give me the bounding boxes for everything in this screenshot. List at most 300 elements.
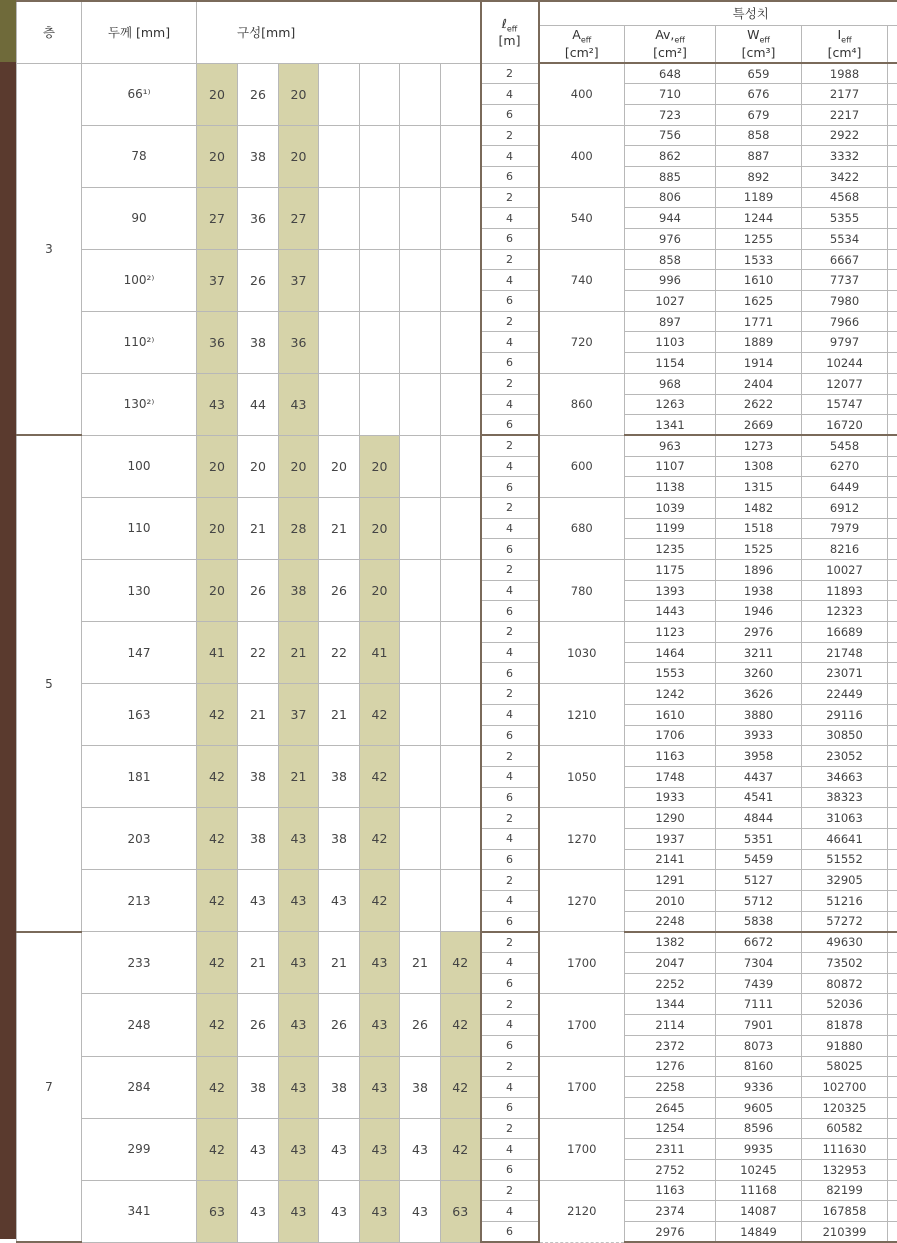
table-row	[17, 187, 897, 208]
Av-eff-value: 1235	[625, 539, 716, 560]
extra-cell	[888, 125, 897, 146]
Av-eff-value: 1748	[625, 766, 716, 787]
layer-thickness-cell: 21	[319, 932, 360, 994]
effective-length: 4	[481, 394, 539, 415]
extra-cell	[888, 1015, 897, 1036]
layer-thickness-cell: 20	[279, 125, 319, 187]
extra-cell	[888, 870, 897, 891]
extra-cell	[888, 622, 897, 643]
effective-length: 6	[481, 787, 539, 808]
W-eff-value: 4844	[716, 808, 802, 829]
layer-thickness-cell: 43	[279, 1180, 319, 1242]
layer-thickness-cell: 26	[319, 994, 360, 1056]
layer-thickness-cell: 43	[279, 808, 319, 870]
W-eff-value: 7304	[716, 953, 802, 974]
I-eff-value: 7966	[802, 311, 888, 332]
layer-thickness-cell	[400, 746, 441, 808]
effective-length: 2	[481, 1180, 539, 1201]
extra-cell	[888, 828, 897, 849]
layer-thickness-cell	[319, 249, 360, 311]
W-eff-value: 1771	[716, 311, 802, 332]
I-eff-value: 22449	[802, 684, 888, 705]
thickness-value: 181	[82, 746, 197, 808]
W-eff-value: 1308	[716, 456, 802, 477]
I-eff-value: 81878	[802, 1015, 888, 1036]
W-eff-value: 5838	[716, 911, 802, 932]
layer-thickness-cell: 26	[238, 63, 279, 125]
effective-length: 4	[481, 1201, 539, 1222]
layer-thickness-cell	[319, 63, 360, 125]
W-eff-value: 1482	[716, 497, 802, 518]
W-eff-value: 3933	[716, 725, 802, 746]
layer-thickness-cell: 21	[238, 497, 279, 559]
I-eff-value: 3422	[802, 166, 888, 187]
W-eff-value: 6672	[716, 932, 802, 953]
layer-thickness-cell: 20	[360, 560, 400, 622]
layer-thickness-cell: 42	[197, 870, 238, 932]
layer-thickness-cell: 21	[238, 932, 279, 994]
layer-thickness-cell: 42	[197, 932, 238, 994]
layer-thickness-cell: 38	[319, 808, 360, 870]
I-eff-value: 6667	[802, 249, 888, 270]
W-eff-value: 1938	[716, 580, 802, 601]
effective-length: 4	[481, 580, 539, 601]
W-eff-value: 1625	[716, 291, 802, 312]
Av-eff-value: 1290	[625, 808, 716, 829]
I-eff-value: 167858	[802, 1201, 888, 1222]
layer-thickness-cell: 22	[319, 622, 360, 684]
I-eff-value: 1988	[802, 63, 888, 84]
thickness-value: 233	[82, 932, 197, 994]
effective-length: 2	[481, 1118, 539, 1139]
extra-cell	[888, 63, 897, 84]
length-sub: eff	[507, 25, 517, 34]
I-eff-value: 32905	[802, 870, 888, 891]
I-eff-value: 57272	[802, 911, 888, 932]
layer-thickness-cell: 20	[360, 435, 400, 497]
layer-thickness-cell	[441, 187, 481, 249]
I-eff-value: 51552	[802, 849, 888, 870]
layer-thickness-cell: 22	[238, 622, 279, 684]
A-eff-value: 680	[539, 497, 625, 559]
header-properties: 특성치	[539, 1, 897, 25]
layer-thickness-cell: 36	[238, 187, 279, 249]
extra-cell	[888, 497, 897, 518]
extra-cell	[888, 642, 897, 663]
W-eff-value: 1244	[716, 208, 802, 229]
layer-thickness-cell: 20	[279, 63, 319, 125]
layer-thickness-cell: 21	[238, 684, 279, 746]
I-eff-value: 132953	[802, 1159, 888, 1180]
effective-length: 4	[481, 828, 539, 849]
effective-length: 2	[481, 373, 539, 394]
effective-length: 2	[481, 684, 539, 705]
layer-thickness-cell: 20	[238, 435, 279, 497]
extra-cell	[888, 456, 897, 477]
effective-length: 4	[481, 270, 539, 291]
layer-thickness-cell: 28	[279, 497, 319, 559]
W-eff-value: 7111	[716, 994, 802, 1015]
Av-eff-value: 1242	[625, 684, 716, 705]
A-eff-value: 1270	[539, 808, 625, 870]
extra-cell	[888, 1056, 897, 1077]
extra-cell	[888, 704, 897, 725]
table-row	[17, 497, 897, 518]
W-unit: [cm³]	[716, 46, 801, 60]
layer-thickness-cell: 43	[279, 994, 319, 1056]
W-eff-value: 659	[716, 63, 802, 84]
W-eff-value: 1946	[716, 601, 802, 622]
A-eff-value: 400	[539, 63, 625, 125]
effective-length: 4	[481, 1015, 539, 1036]
table-row	[17, 994, 897, 1015]
extra-cell	[888, 953, 897, 974]
layer-thickness-cell: 42	[360, 746, 400, 808]
I-eff-value: 2177	[802, 84, 888, 105]
I-eff-value: 34663	[802, 766, 888, 787]
W-eff-value: 7439	[716, 973, 802, 994]
layer-thickness-cell: 43	[279, 870, 319, 932]
A-eff-value: 1210	[539, 684, 625, 746]
W-eff-value: 4541	[716, 787, 802, 808]
effective-length: 4	[481, 766, 539, 787]
A-eff-value: 720	[539, 311, 625, 373]
extra-cell	[888, 353, 897, 374]
A-eff-value: 860	[539, 373, 625, 435]
layer-thickness-cell: 43	[400, 1118, 441, 1180]
W-eff-value: 4437	[716, 766, 802, 787]
Av-eff-value: 885	[625, 166, 716, 187]
layer-thickness-cell	[400, 497, 441, 559]
extra-cell	[888, 229, 897, 250]
layer-thickness-cell	[441, 684, 481, 746]
layer-thickness-cell: 21	[279, 746, 319, 808]
W-eff-value: 3626	[716, 684, 802, 705]
I-eff-value: 52036	[802, 994, 888, 1015]
layer-thickness-cell: 42	[197, 994, 238, 1056]
I-eff-value: 60582	[802, 1118, 888, 1139]
Av-eff-value: 1199	[625, 518, 716, 539]
Av-eff-value: 1393	[625, 580, 716, 601]
A-eff-value: 1700	[539, 1056, 625, 1118]
I-eff-value: 23071	[802, 663, 888, 684]
effective-length: 6	[481, 477, 539, 498]
W-eff-value: 3880	[716, 704, 802, 725]
layer-thickness-cell: 42	[441, 1056, 481, 1118]
thickness-value: 163	[82, 684, 197, 746]
extra-cell	[888, 1159, 897, 1180]
thickness-value: 100	[82, 435, 197, 497]
extra-cell	[888, 1097, 897, 1118]
layer-thickness-cell: 38	[238, 125, 279, 187]
effective-length: 6	[481, 229, 539, 250]
extra-cell	[888, 373, 897, 394]
layer-thickness-cell: 43	[238, 870, 279, 932]
layer-thickness-cell	[400, 870, 441, 932]
layer-thickness-cell: 43	[360, 1118, 400, 1180]
layer-thickness-cell: 38	[238, 1056, 279, 1118]
effective-length: 4	[481, 146, 539, 167]
layer-thickness-cell	[441, 746, 481, 808]
extra-cell	[888, 1222, 897, 1243]
A-eff-value: 400	[539, 125, 625, 187]
I-eff-value: 23052	[802, 746, 888, 767]
layer-thickness-cell	[400, 311, 441, 373]
Av-eff-value: 723	[625, 104, 716, 125]
layer-thickness-cell: 43	[360, 1180, 400, 1242]
extra-cell	[888, 1201, 897, 1222]
I-eff-value: 91880	[802, 1035, 888, 1056]
layer-thickness-cell: 43	[319, 1180, 360, 1242]
W-eff-value: 8160	[716, 1056, 802, 1077]
I-eff-value: 58025	[802, 1056, 888, 1077]
layer-thickness-cell: 37	[197, 249, 238, 311]
layer-thickness-cell	[400, 808, 441, 870]
layer-thickness-cell	[319, 311, 360, 373]
layer-thickness-cell: 21	[400, 932, 441, 994]
Av-eff-value: 2248	[625, 911, 716, 932]
extra-cell	[888, 1035, 897, 1056]
layer-thickness-cell: 20	[197, 560, 238, 622]
Av-eff-value: 2976	[625, 1222, 716, 1243]
effective-length: 4	[481, 456, 539, 477]
layer-thickness-cell: 37	[279, 684, 319, 746]
layer-thickness-cell	[441, 311, 481, 373]
Av-eff-value: 2311	[625, 1139, 716, 1160]
extra-cell	[888, 270, 897, 291]
W-eff-value: 14087	[716, 1201, 802, 1222]
extra-cell	[888, 787, 897, 808]
layer-thickness-cell	[400, 684, 441, 746]
layer-thickness-cell	[319, 125, 360, 187]
A-symbol: A	[572, 27, 581, 42]
layer-thickness-cell: 42	[197, 1056, 238, 1118]
I-unit: [cm⁴]	[802, 46, 887, 60]
W-eff-value: 5712	[716, 891, 802, 912]
Av-eff-value: 1103	[625, 332, 716, 353]
A-sub: eff	[581, 36, 591, 45]
W-eff-value: 1518	[716, 518, 802, 539]
layer-thickness-cell	[360, 125, 400, 187]
layer-thickness-cell: 20	[319, 435, 360, 497]
Av-eff-value: 976	[625, 229, 716, 250]
W-eff-value: 8073	[716, 1035, 802, 1056]
I-eff-value: 4568	[802, 187, 888, 208]
effective-length: 2	[481, 1056, 539, 1077]
W-eff-value: 1610	[716, 270, 802, 291]
I-eff-value: 2922	[802, 125, 888, 146]
Av-eff-value: 1163	[625, 746, 716, 767]
layer-thickness-cell: 63	[441, 1180, 481, 1242]
W-eff-value: 1896	[716, 560, 802, 581]
Av-eff-value: 2114	[625, 1015, 716, 1036]
thickness-value: 284	[82, 1056, 197, 1118]
layer-thickness-cell: 37	[279, 249, 319, 311]
I-eff-value: 6912	[802, 497, 888, 518]
table-row	[17, 311, 897, 332]
layer-thickness-cell	[319, 373, 360, 435]
Av-eff-value: 756	[625, 125, 716, 146]
header-composition: 구성[mm]	[197, 1, 481, 63]
W-eff-value: 1255	[716, 229, 802, 250]
layer-thickness-cell: 43	[279, 1056, 319, 1118]
thickness-value: 66¹⁾	[82, 63, 197, 125]
A-eff-value: 1700	[539, 932, 625, 994]
layer-thickness-cell	[400, 125, 441, 187]
Av-eff-value: 1154	[625, 353, 716, 374]
extra-cell	[888, 104, 897, 125]
effective-length: 6	[481, 1097, 539, 1118]
Av-eff-value: 1175	[625, 560, 716, 581]
layer-thickness-cell: 42	[360, 870, 400, 932]
effective-length: 4	[481, 1139, 539, 1160]
Av-eff-value: 1344	[625, 994, 716, 1015]
W-eff-value: 1889	[716, 332, 802, 353]
extra-cell	[888, 146, 897, 167]
I-eff-value: 46641	[802, 828, 888, 849]
A-unit: [cm²]	[540, 46, 625, 60]
thickness-value: 341	[82, 1180, 197, 1242]
layer-thickness-cell: 38	[319, 1056, 360, 1118]
I-eff-value: 5458	[802, 435, 888, 456]
W-eff-value: 1533	[716, 249, 802, 270]
effective-length: 4	[481, 891, 539, 912]
W-symbol: W	[747, 27, 759, 42]
I-eff-value: 15747	[802, 394, 888, 415]
extra-cell	[888, 1118, 897, 1139]
W-eff-value: 8596	[716, 1118, 802, 1139]
extra-cell	[888, 84, 897, 105]
Av-sub: eff	[674, 36, 684, 45]
left-margin-bar	[0, 0, 16, 1239]
Av-eff-value: 1291	[625, 870, 716, 891]
effective-length: 2	[481, 249, 539, 270]
layer-thickness-cell	[360, 187, 400, 249]
layer-thickness-cell: 42	[197, 746, 238, 808]
table-row	[17, 249, 897, 270]
effective-length: 6	[481, 166, 539, 187]
extra-cell	[888, 973, 897, 994]
Av-eff-value: 2752	[625, 1159, 716, 1180]
A-eff-value: 540	[539, 187, 625, 249]
layer-thickness-cell: 27	[197, 187, 238, 249]
header-W	[716, 25, 802, 63]
extra-cell	[888, 663, 897, 684]
Av-eff-value: 1464	[625, 642, 716, 663]
effective-length: 2	[481, 932, 539, 953]
Av-eff-value: 1706	[625, 725, 716, 746]
layer-thickness-cell	[441, 560, 481, 622]
I-eff-value: 82199	[802, 1180, 888, 1201]
table-row	[17, 1056, 897, 1077]
Av-eff-value: 1553	[625, 663, 716, 684]
layer-thickness-cell: 21	[319, 497, 360, 559]
layer-thickness-cell: 20	[197, 497, 238, 559]
W-eff-value: 11168	[716, 1180, 802, 1201]
A-eff-value: 600	[539, 435, 625, 497]
effective-length: 6	[481, 1035, 539, 1056]
table-row	[17, 560, 897, 581]
layer-thickness-cell: 27	[279, 187, 319, 249]
thickness-value: 100²⁾	[82, 249, 197, 311]
I-eff-value: 5355	[802, 208, 888, 229]
I-eff-value: 6270	[802, 456, 888, 477]
I-eff-value: 80872	[802, 973, 888, 994]
layer-thickness-cell	[441, 808, 481, 870]
table-body	[17, 63, 897, 1242]
W-sub: eff	[759, 36, 769, 45]
header-length	[481, 1, 539, 63]
layer-thickness-cell: 43	[319, 870, 360, 932]
thickness-value: 147	[82, 622, 197, 684]
effective-length: 2	[481, 63, 539, 84]
W-eff-value: 5351	[716, 828, 802, 849]
Av-eff-value: 648	[625, 63, 716, 84]
effective-length: 2	[481, 497, 539, 518]
extra-cell	[888, 932, 897, 953]
layer-count: 7	[17, 932, 82, 1242]
table-row	[17, 1180, 897, 1201]
effective-length: 6	[481, 415, 539, 436]
A-eff-value: 740	[539, 249, 625, 311]
I-eff-value: 51216	[802, 891, 888, 912]
layer-thickness-cell: 43	[279, 373, 319, 435]
effective-length: 6	[481, 725, 539, 746]
W-eff-value: 1189	[716, 187, 802, 208]
thickness-value: 248	[82, 994, 197, 1056]
Av-eff-value: 862	[625, 146, 716, 167]
Av-eff-value: 1443	[625, 601, 716, 622]
table-row	[17, 746, 897, 767]
Av-eff-value: 2372	[625, 1035, 716, 1056]
effective-length: 2	[481, 187, 539, 208]
effective-length: 6	[481, 601, 539, 622]
effective-length: 2	[481, 994, 539, 1015]
Av-eff-value: 1341	[625, 415, 716, 436]
layer-thickness-cell	[441, 497, 481, 559]
layer-thickness-cell: 42	[441, 994, 481, 1056]
Av-eff-value: 1138	[625, 477, 716, 498]
I-eff-value: 102700	[802, 1077, 888, 1098]
I-eff-value: 29116	[802, 704, 888, 725]
effective-length: 4	[481, 84, 539, 105]
Av-eff-value: 1027	[625, 291, 716, 312]
layer-thickness-cell: 38	[238, 746, 279, 808]
layer-thickness-cell	[360, 249, 400, 311]
I-eff-value: 12077	[802, 373, 888, 394]
extra-cell	[888, 1180, 897, 1201]
Av-eff-value: 944	[625, 208, 716, 229]
thickness-value: 203	[82, 808, 197, 870]
layer-thickness-cell: 41	[197, 622, 238, 684]
layer-thickness-cell: 20	[279, 435, 319, 497]
extra-cell	[888, 580, 897, 601]
layer-thickness-cell: 43	[279, 1118, 319, 1180]
W-eff-value: 9935	[716, 1139, 802, 1160]
extra-cell	[888, 518, 897, 539]
I-eff-value: 6449	[802, 477, 888, 498]
Av-eff-value: 1263	[625, 394, 716, 415]
extra-cell	[888, 332, 897, 353]
layer-thickness-cell: 43	[238, 1180, 279, 1242]
extra-cell	[888, 187, 897, 208]
extra-cell	[888, 746, 897, 767]
I-eff-value: 12323	[802, 601, 888, 622]
layer-thickness-cell: 43	[238, 1118, 279, 1180]
I-eff-value: 11893	[802, 580, 888, 601]
I-sub: eff	[841, 36, 851, 45]
effective-length: 4	[481, 208, 539, 229]
